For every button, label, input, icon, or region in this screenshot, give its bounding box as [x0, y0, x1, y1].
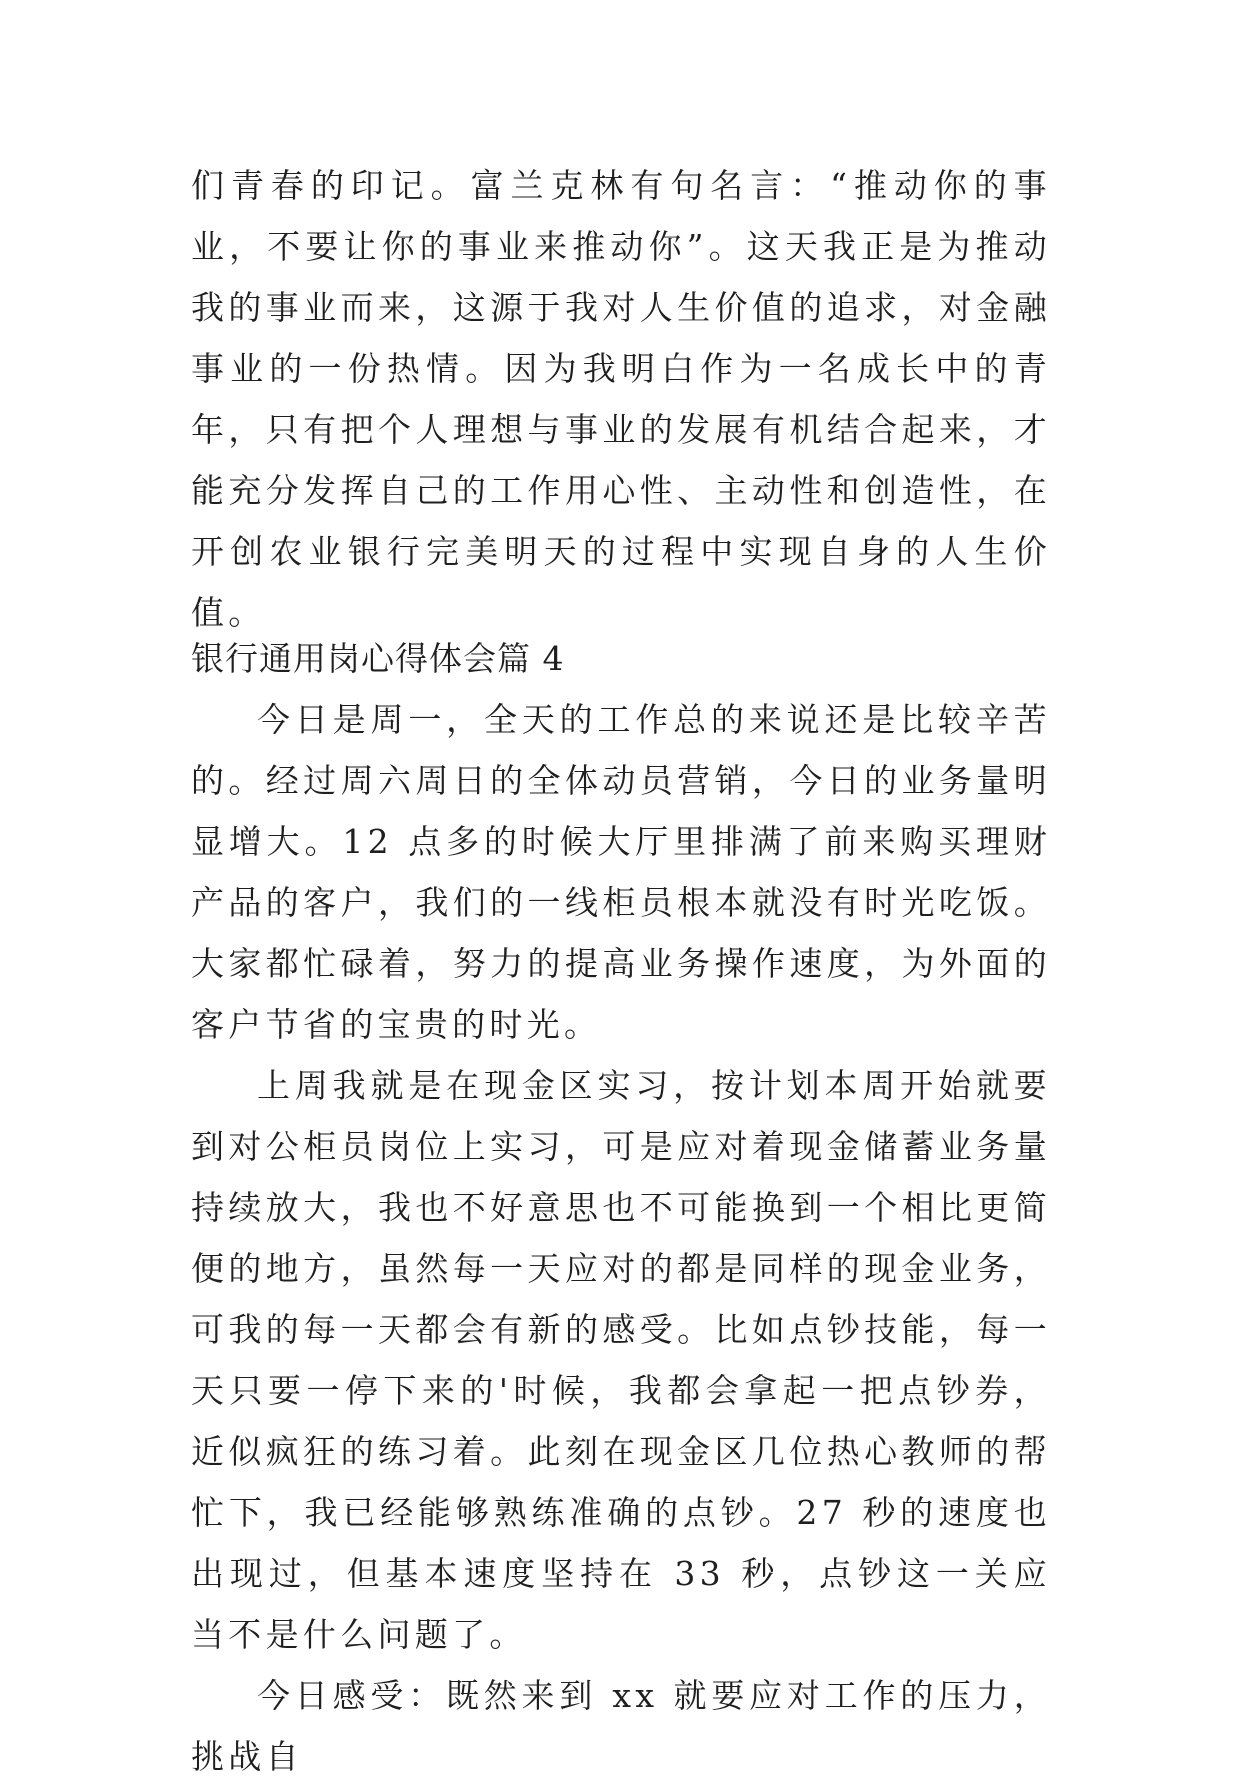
section-heading: 银行通用岗心得体会篇 4 [191, 639, 565, 678]
continued-paragraph-block [191, 155, 1051, 643]
section-4 [191, 628, 1051, 1787]
body-paragraph-2: 上周我就是在现金区实习，按计划本周开始就要到对公柜员岗位上实习，可是应对着现金储蓄业务量持续放大，我也不好意思也不可能换到一个相比更简便的地方，虽然每一天应对的都是同样的现金业务，可我的每一天都会有新的感受。比如点钞技能，每一天只要一停下来的'时候，我都会拿起一把点钞券，近似疯狂的练习着。此刻在现金区几位热心教师的帮忙下，我已经能够熟练准确的点钞。27 秒的速度也出现过，但基本速度坚持在 33 秒，点钞这一关应当不是什么问题了。 [191, 1066, 1051, 1654]
body-paragraph-3: 今日感受：既然来到 xx 就要应对工作的压力，挑战自 [191, 1676, 1051, 1776]
body-paragraph-1: 今日是周一，全天的工作总的来说还是比较辛苦的。经过周六周日的全体动员营销，今日的业务量明显增大。12 点多的时候大厅里排满了前来购买理财产品的客户，我们的一线柜员根本就没有时光吃饭。大家都忙碌着，努力的提高业务操作速度，为外面的客户节省的宝贵的时光。 [191, 700, 1051, 1044]
continued-paragraph: 们青春的印记。富兰克林有句名言：“推动你的事业，不要让你的事业来推动你”。这天我正是为推动我的事业而来，这源于我对人生价值的追求，对金融事业的一份热情。因为我明白作为一名成长中的青年，只有把个人理想与事业的发展有机结合起来，才能充分发挥自己的工作用心性、主动性和创造性，在开创农业银行完美明天的过程中实现自身的人生价值。 [191, 166, 1051, 632]
